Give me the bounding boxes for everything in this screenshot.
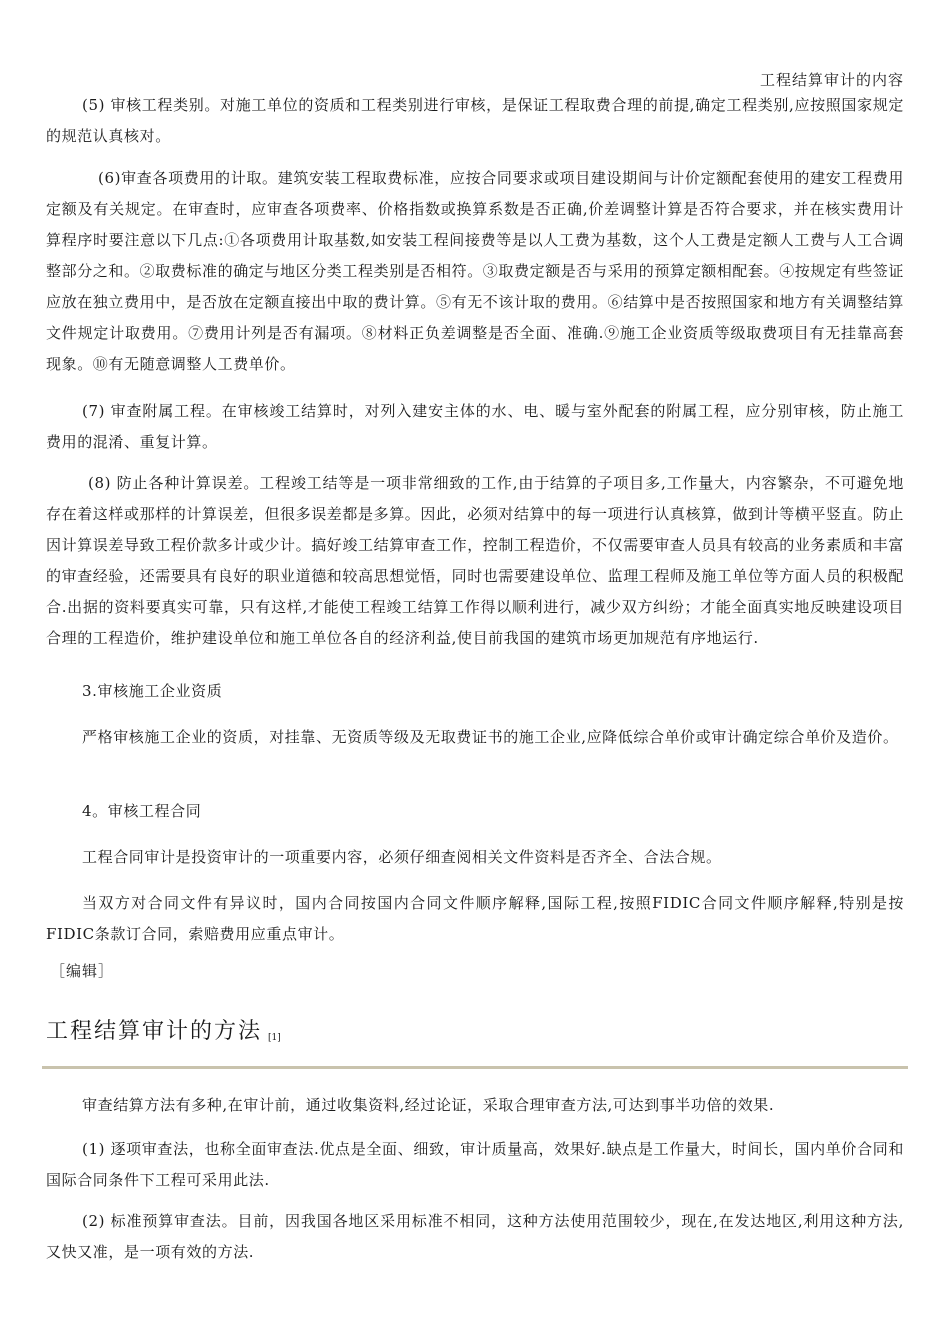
paragraph-contractor-qualification: 严格审核施工企业的资质，对挂靠、无资质等级及无取费证书的施工企业,应降低综合单价或审计确定综合单价及造价。 <box>82 728 899 746</box>
paragraph-engineering-category: (5) 审核工程类别。对施工单位的资质和工程类别进行审核，是保证工程取费合理的前提,确定工程类别,应按照国家规定的规范认真核对。 <box>46 96 904 145</box>
edit-link[interactable]: ［编辑］ <box>50 962 115 980</box>
heading-contract-review: 4。审核工程合同 <box>82 802 202 820</box>
heading-contractor-qualification: 3.审核施工企业资质 <box>82 682 223 700</box>
paragraph-method-item-by-item: (1) 逐项审查法，也称全面审查法.优点是全面、细致，审计质量高，效果好.缺点是工作量大，时间长，国内单价合同和国际合同条件下工程可采用此法. <box>46 1140 904 1189</box>
paragraph-calculation-errors: (8) 防止各种计算误差。工程竣工结等是一项非常细致的工作,由于结算的子项目多,工作量大，内容繁杂，不可避免地存在着这样或那样的计算误差，但很多误差都是多算。因此，必须对结算中的每一项进行认真核算，做到计等横平竖直。防止因计算误差导致工程价款多计或少计。搞好竣工结算审查工作，控制工程造价，不仅需要审查人员具有较高的业务素质和丰富的审查经验，还需要具有良好的职业道德和较高思想觉悟，同时也需要建设单位、监理工程师及施工单位等方面人员的积极配合.出据的资料要真实可靠，只有这样,才能使工程竣工结算工作得以顺利进行，减少双方纠纷；才能全面真实地反映建设项目合理的工程造价，维护建设单位和施工单位各自的经济利益,使目前我国的建筑市场更加规范有序地运行. <box>46 474 905 647</box>
paragraph-contract-dispute: 当双方对合同文件有异议时，国内合同按国内合同文件顺序解释,国际工程,按照FIDIC合同文件顺序解释,特别是按FIDIC条款订合同，索赔费用应重点审计。 <box>46 894 904 943</box>
section-title <box>46 1014 281 1045</box>
running-header: 工程结算审计的内容 <box>759 71 904 89</box>
section-divider <box>42 1066 908 1069</box>
paragraph-methods-intro: 审查结算方法有多种,在审计前，通过收集资料,经过论证，采取合理审查方法,可达到事半功倍的效果. <box>82 1096 775 1114</box>
paragraph-contract-audit: 工程合同审计是投资审计的一项重要内容，必须仔细查阅相关文件资料是否齐全、合法合规。 <box>82 848 722 866</box>
paragraph-method-standard-budget: (2) 标准预算审查法。目前，因我国各地区采用标准不相同，这种方法使用范围较少，现在,在发达地区,利用这种方法,又快又准，是一项有效的方法. <box>46 1212 904 1261</box>
paragraph-fee-calculation: (6)审查各项费用的计取。建筑安装工程取费标准，应按合同要求或项目建设期间与计价定额配套使用的建安工程费用定额及有关规定。在审查时，应审查各项费率、价格指数或换算系数是否正确,价差调整计算是否符合要求，并在核实费用计算程序时要注意以下几点:①各项费用计取基数,如安装工程间接费等是以人工费为基数，这个人工费是定额人工费与人工合调整部分之和。②取费标准的确定与地区分类工程类别是否相符。③取费定额是否与采用的预算定额相配套。④按规定有些签证应放在独立费用中，是否放在定额直接出中取的费计算。⑤有无不该计取的费用。⑥结算中是否按照国家和地方有关调整结算文件规定计取费用。⑦费用计列是否有漏项。⑧材料正负差调整是否全面、准确.⑨施工企业资质等级取费项目有无挂靠高套现象。⑩有无随意调整人工费单价。 <box>46 169 905 373</box>
paragraph-ancillary-works: (7) 审查附属工程。在审核竣工结算时，对列入建安主体的水、电、暖与室外配套的附属工程，应分别审核，防止施工费用的混淆、重复计算。 <box>46 402 904 451</box>
section-title-text: 工程结算审计的方法 <box>46 1019 263 1044</box>
reference-link[interactable]: [1] <box>268 1033 281 1043</box>
